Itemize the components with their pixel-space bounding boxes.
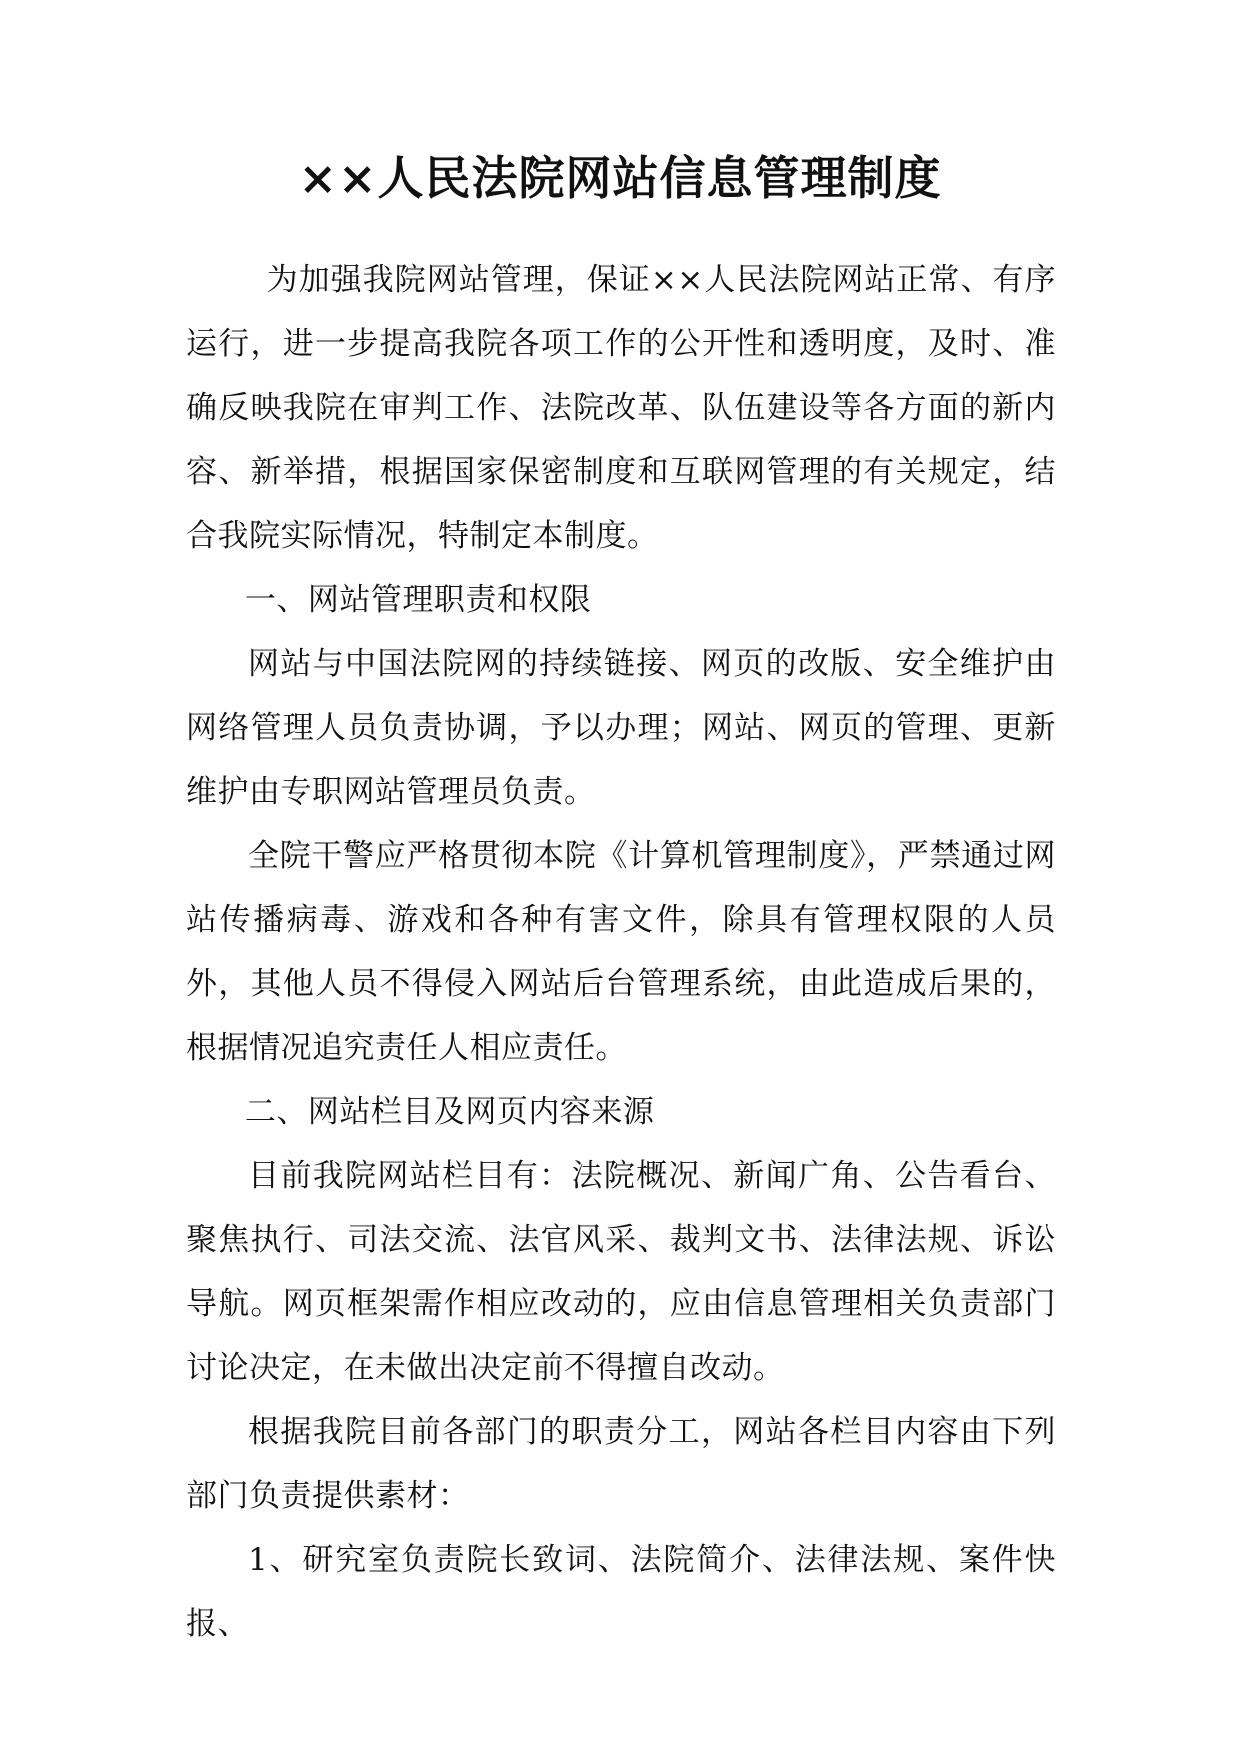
paragraph-responsibility: 网站与中国法院网的持续链接、网页的改版、安全维护由网络管理人员负责协调，予以办理；网站、网页的管理、更新维护由专职网站管理员负责。 <box>186 646 1056 810</box>
paragraph-columns: 目前我院网站栏目有：法院概况、新闻广角、公告看台、聚焦执行、司法交流、法官风采、裁判文书、法律法规、诉讼导航。网页框架需作相应改动的，应由信息管理相关负责部门讨论决定，在未做出决定前不得擅自改动。 <box>186 1158 1056 1386</box>
document-title: ××人民法院网站信息管理制度 <box>298 151 942 205</box>
section-heading-1: 一、网站管理职责和权限 <box>244 582 592 618</box>
document-body <box>186 248 1056 1656</box>
list-item-1: 1、研究室负责院长致词、法院简介、法律法规、案件快报、 <box>186 1542 1056 1642</box>
section-heading-2: 二、网站栏目及网页内容来源 <box>244 1094 655 1130</box>
paragraph-division: 根据我院目前各部门的职责分工，网站各栏目内容由下列部门负责提供素材： <box>186 1414 1056 1514</box>
paragraph-intro: 为加强我院网站管理，保证××人民法院网站正常、有序运行，进一步提高我院各项工作的公开性和透明度，及时、准确反映我院在审判工作、法院改革、队伍建设等各方面的新内容、新举措，根据国家保密制度和互联网管理的有关规定，结合我院实际情况，特制定本制度。 <box>186 262 1056 554</box>
paragraph-discipline: 全院干警应严格贯彻本院《计算机管理制度》，严禁通过网站传播病毒、游戏和各种有害文件，除具有管理权限的人员外，其他人员不得侵入网站后台管理系统，由此造成后果的，根据情况追究责任人相应责任。 <box>186 838 1056 1066</box>
